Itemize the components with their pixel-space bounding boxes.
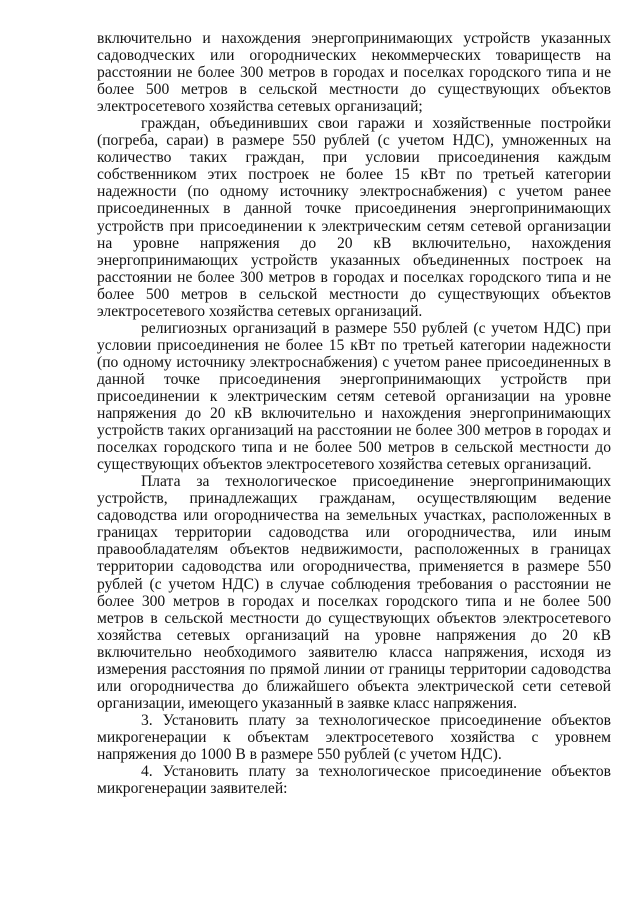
paragraph-item-4: 4. Установить плату за технологическое присоединение объектов микрогенерации заявителей:: [97, 763, 611, 798]
paragraph-item-3: 3. Установить плату за технологическое присоединение объектов микрогенерации к объектам электросетевого хозяйства с уровнем напряжения до 1000 В в размере 550 рублей (с учетом НДС).: [97, 711, 611, 763]
paragraph-garages: граждан, объединивших свои гаражи и хозяйственные постройки (погреба, сараи) в размере 550 рублей (с учетом НДС), умноженных на количество таких граждан, при условии присоединения каждым собственником этих построек не более 15 кВт по третьей категории надежности (по одному источнику электроснабжения) с учетом ранее присоединенных в данной точке присоединения энергопринимающих устройств при присоединении к электрическим сетям сетевой организации на уровне напряжения до 20 кВ включительно, нахождения энергопринимающих устройств указанных объединенных построек на расстоянии не более 300 метров в городах и поселках городского типа и не более 500 метров в сельской местности до существующих объектов электросетевого хозяйства сетевых организаций.: [97, 115, 611, 320]
paragraph-gardening-fee: Плата за технологическое присоединение энергопринимающих устройств, принадлежащих гражданам, осуществляющим ведение садоводства или огородничества на земельных участках, расположенных в границах территории садоводства или огородничества, или иным правообладателям объектов недвижимости, расположенных в границах территории садоводства или огородничества, применяется в размере 550 рублей (с учетом НДС) в случае соблюдения требования о расстоянии не более 300 метров в городах и поселках городского типа и не более 500 метров в сельской местности до существующих объектов электросетевого хозяйства сетевых организаций на уровне напряжения до 20 кВ включительно необходимого заявителю класса напряжения, исходя из измерения расстояния по прямой линии от границы территории садоводства или огородничества до ближайшего объекта электрической сети сетевой организации, имеющего указанный в заявке класс напряжения.: [97, 473, 611, 712]
paragraph-religious-organizations: религиозных организаций в размере 550 рублей (с учетом НДС) при условии присоединения не более 15 кВт по третьей категории надежности (по одному источнику электроснабжения) с учетом ранее присоединенных в данной точке присоединения энергопринимающих устройств при присоединении к электрическим сетям сетевой организации на уровне напряжения до 20 кВ включительно и нахождения энергопринимающих устройств таких организаций на расстоянии не более 300 метров в городах и поселках городского типа и не более 500 метров в сельской местности до существующих объектов электросетевого хозяйства сетевых организаций.: [97, 319, 611, 474]
document-page: [97, 30, 611, 797]
paragraph-gardening-continuation: включительно и нахождения энергопринимающих устройств указанных садоводческих или огороднических некоммерческих товариществ на расстоянии не более 300 метров в городах и поселках городского типа и не более 500 метров в сельской местности до существующих объектов электросетевого хозяйства сетевых организаций;: [97, 30, 611, 116]
